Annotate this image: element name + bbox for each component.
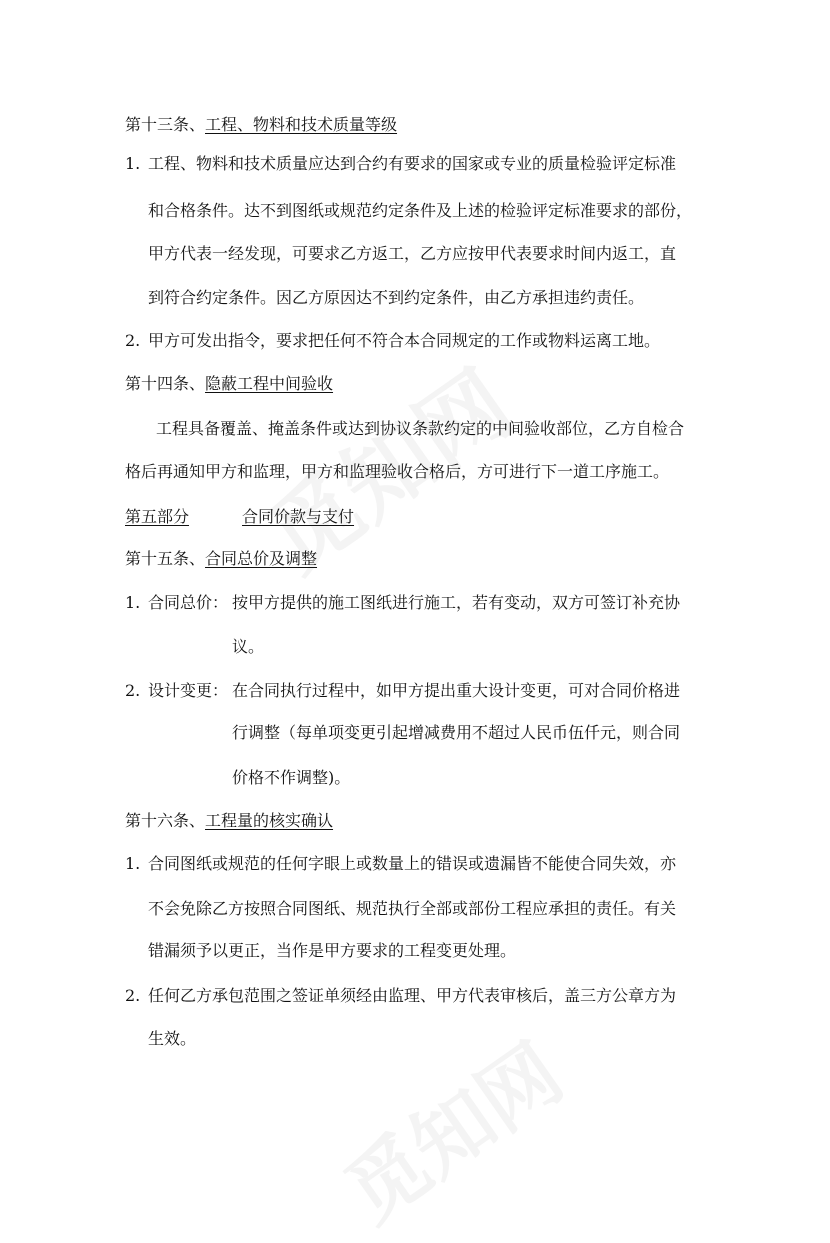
- paragraph-line: 不会免除乙方按照合同图纸、规范执行全部或部份工程应承担的责任。有关: [148, 899, 677, 918]
- paragraph-line: 和合格条件。达不到图纸或规范约定条件及上述的检验评定标准要求的部份，: [148, 201, 693, 220]
- heading-title: 工程量的核实确认: [205, 811, 334, 830]
- heading-prefix: 第十四条、: [125, 374, 206, 393]
- part-5-heading: [125, 507, 354, 527]
- article-16-heading: [125, 811, 333, 831]
- item-number: 1.: [125, 854, 141, 873]
- part-title: 合同价款与支付: [242, 507, 355, 526]
- paragraph-line: 格后再通知甲方和监理，甲方和监理验收合格后，方可进行下一道工序施工。: [125, 462, 670, 481]
- paragraph-line: 生效。: [148, 1029, 197, 1048]
- heading-prefix: 第十三条、: [125, 115, 206, 134]
- item-number: 2.: [125, 681, 141, 700]
- item-term: 合同总价：: [148, 593, 229, 612]
- item-term: 设计变更：: [148, 681, 229, 700]
- paragraph-line: 价格不作调整)。: [232, 768, 351, 787]
- paragraph-line: 议。: [232, 637, 265, 656]
- item-number: 1.: [125, 154, 141, 173]
- heading-title: 工程、物料和技术质量等级: [205, 115, 398, 134]
- watermark: [319, 1012, 582, 1243]
- article-13-heading: [125, 115, 397, 135]
- paragraph-line: 甲方代表一经发现，可要求乙方返工，乙方应按甲代表要求时间内返工，直: [148, 244, 677, 263]
- paragraph-line: 工程、物料和技术质量应达到合约有要求的国家或专业的质量检验评定标准: [148, 154, 677, 173]
- paragraph-line: 在合同执行过程中，如甲方提出重大设计变更，可对合同价格进: [232, 681, 681, 700]
- article-15-heading: [125, 549, 317, 569]
- heading-prefix: 第十六条、: [125, 811, 206, 830]
- paragraph-line: 合同图纸或规范的任何字眼上或数量上的错误或遗漏皆不能使合同失效，亦: [148, 854, 677, 873]
- heading-prefix: 第十五条、: [125, 549, 206, 568]
- part-label: 第五部分: [125, 507, 190, 526]
- paragraph-line: 任何乙方承包范围之签证单须经由监理、甲方代表审核后，盖三方公章方为: [148, 986, 677, 1005]
- paragraph-line: 错漏须予以更正，当作是甲方要求的工程变更处理。: [148, 941, 517, 960]
- item-number: 1.: [125, 593, 141, 612]
- paragraph-line: 按甲方提供的施工图纸进行施工，若有变动，双方可签订补充协: [232, 593, 681, 612]
- item-number: 2.: [125, 331, 141, 350]
- article-14-heading: [125, 374, 333, 394]
- paragraph-line: 甲方可发出指令，要求把任何不符合本合同规定的工作或物料运离工地。: [148, 331, 661, 350]
- item-number: 2.: [125, 986, 141, 1005]
- paragraph-line: 工程具备覆盖、掩盖条件或达到协议条款约定的中间验收部位，乙方自检合: [156, 419, 685, 438]
- paragraph-line: 到符合约定条件。因乙方原因达不到约定条件，由乙方承担违约责任。: [148, 288, 645, 307]
- heading-title: 合同总价及调整: [205, 549, 318, 568]
- paragraph-line: 行调整（每单项变更引起增减费用不超过人民币伍仟元，则合同: [232, 723, 681, 742]
- heading-title: 隐蔽工程中间验收: [205, 374, 334, 393]
